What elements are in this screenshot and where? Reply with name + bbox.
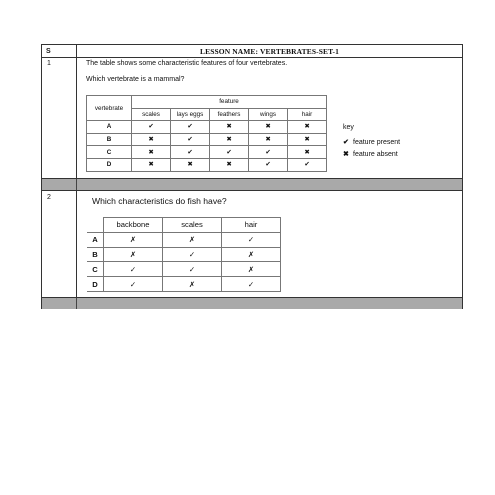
key-present-label: feature present <box>353 139 401 146</box>
table-cell: ✔ <box>249 158 288 171</box>
table-cell: ✔ <box>171 146 210 159</box>
header-divider <box>42 57 462 58</box>
table-row <box>87 232 281 247</box>
key-absent-label: feature absent <box>353 151 398 158</box>
row-label: D <box>87 158 132 171</box>
column-header: feathers <box>210 108 249 121</box>
separator-band-1 <box>42 178 462 190</box>
table-cell: ✖ <box>132 146 171 159</box>
question-2-number: 2 <box>47 194 51 201</box>
row-label: C <box>87 262 104 277</box>
separator-band-2 <box>42 297 462 309</box>
row-label: B <box>87 247 104 262</box>
row-label: A <box>87 121 132 134</box>
fish-characteristics-table <box>87 217 281 292</box>
table-cell: ✔ <box>171 121 210 134</box>
row-label: B <box>87 133 132 146</box>
vertebrate-header: vertebrate <box>87 96 132 121</box>
table-cell: ✓ <box>222 232 281 247</box>
table-row <box>87 262 281 277</box>
table-cell: ✓ <box>104 262 163 277</box>
table-cell: ✗ <box>104 247 163 262</box>
row-label: A <box>87 232 104 247</box>
empty-header <box>87 218 104 233</box>
table-row <box>87 247 281 262</box>
key-absent <box>343 150 398 158</box>
table-cell: ✓ <box>222 277 281 292</box>
column-header: lays eggs <box>171 108 210 121</box>
table-cell: ✓ <box>163 262 222 277</box>
table-cell: ✔ <box>171 133 210 146</box>
cross-icon: ✖ <box>343 151 349 158</box>
table-cell: ✖ <box>249 121 288 134</box>
column-header: hair <box>222 218 281 233</box>
table-cell: ✓ <box>163 247 222 262</box>
table-cell: ✔ <box>132 121 171 134</box>
key-present <box>343 138 400 146</box>
table-cell: ✗ <box>222 247 281 262</box>
table-row <box>87 121 327 134</box>
table-cell: ✗ <box>163 277 222 292</box>
row-label: C <box>87 146 132 159</box>
question-1-prompt: Which vertebrate is a mammal? <box>86 76 185 83</box>
table-cell: ✗ <box>104 232 163 247</box>
table-cell: ✓ <box>104 277 163 292</box>
row-label: D <box>87 277 104 292</box>
column-header: scales <box>132 108 171 121</box>
column-header: backbone <box>104 218 163 233</box>
question-1-number: 1 <box>47 60 51 67</box>
table-row <box>87 158 327 171</box>
features-table <box>86 95 327 172</box>
lesson-title: LESSON NAME: VERTEBRATES-SET-1 <box>200 47 339 56</box>
s-column-header: S <box>46 48 51 55</box>
feature-header: feature <box>132 96 327 109</box>
table-cell: ✔ <box>288 158 327 171</box>
table-cell: ✖ <box>288 133 327 146</box>
table-row <box>87 133 327 146</box>
table-cell: ✗ <box>222 262 281 277</box>
table-cell: ✖ <box>249 133 288 146</box>
table-cell: ✖ <box>210 133 249 146</box>
table-cell: ✖ <box>210 158 249 171</box>
divider <box>42 178 462 179</box>
table-cell: ✖ <box>171 158 210 171</box>
table-cell: ✖ <box>288 121 327 134</box>
table-cell: ✖ <box>288 146 327 159</box>
divider <box>42 297 462 298</box>
column-header: wings <box>249 108 288 121</box>
divider <box>42 190 462 191</box>
question-2-prompt: Which characteristics do fish have? <box>92 196 227 206</box>
table-cell: ✔ <box>249 146 288 159</box>
table-cell: ✗ <box>163 232 222 247</box>
table-cell: ✖ <box>210 121 249 134</box>
key-title: key <box>343 124 354 131</box>
table-row <box>87 146 327 159</box>
table-cell: ✔ <box>210 146 249 159</box>
number-column-divider <box>76 45 77 308</box>
question-1-intro: The table shows some characteristic features of four vertebrates. <box>86 60 288 67</box>
column-header: scales <box>163 218 222 233</box>
column-header: hair <box>288 108 327 121</box>
table-cell: ✖ <box>132 158 171 171</box>
check-icon: ✔ <box>343 139 349 146</box>
table-cell: ✖ <box>132 133 171 146</box>
table-row <box>87 277 281 292</box>
